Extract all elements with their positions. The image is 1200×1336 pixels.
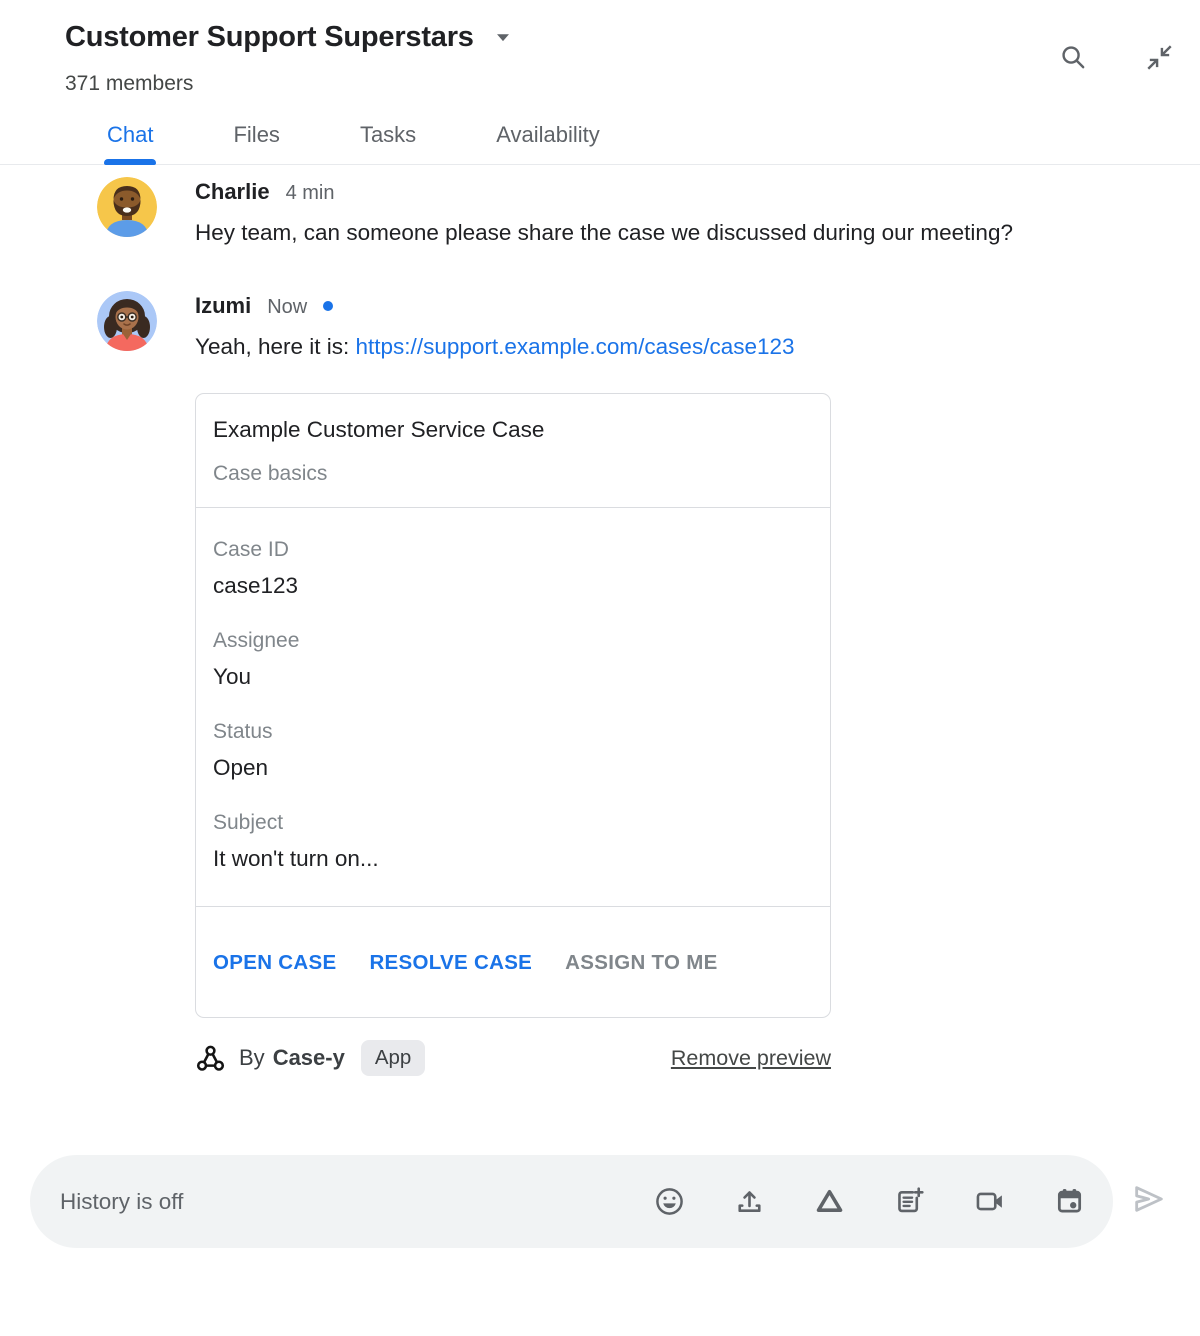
avatar-charlie[interactable] bbox=[97, 177, 157, 237]
message-time: Now bbox=[267, 296, 308, 318]
message-composer[interactable] bbox=[30, 1155, 1113, 1248]
app-badge: App bbox=[361, 1040, 425, 1076]
resolve-case-button[interactable]: RESOLVE CASE bbox=[369, 951, 533, 974]
message-stream bbox=[0, 165, 1200, 1076]
emoji-icon[interactable] bbox=[647, 1180, 691, 1224]
field-label: Assignee bbox=[213, 629, 300, 652]
drive-icon[interactable] bbox=[807, 1180, 851, 1224]
case-card-title: Example Customer Service Case bbox=[213, 417, 545, 442]
field-subject bbox=[213, 811, 813, 872]
message-izumi bbox=[97, 291, 1140, 1076]
upload-icon[interactable] bbox=[727, 1180, 771, 1224]
field-label: Case ID bbox=[213, 538, 289, 561]
case-card bbox=[195, 393, 831, 1018]
space-menu-caret-icon[interactable] bbox=[490, 24, 516, 50]
field-label: Subject bbox=[213, 811, 284, 834]
field-case-id bbox=[213, 538, 813, 599]
calendar-icon[interactable] bbox=[1047, 1180, 1091, 1224]
meeting-notes-icon[interactable] bbox=[887, 1180, 931, 1224]
tab-tasks[interactable]: Tasks bbox=[359, 122, 417, 147]
field-status bbox=[213, 720, 813, 781]
space-header bbox=[0, 0, 1200, 96]
message-time: 4 min bbox=[285, 182, 335, 204]
space-title: Customer Support Superstars bbox=[65, 20, 474, 53]
case-card-subtitle: Case basics bbox=[213, 462, 328, 485]
tab-availability[interactable]: Availability bbox=[496, 122, 600, 147]
open-case-button[interactable]: OPEN CASE bbox=[213, 951, 337, 974]
app-name: Case-y bbox=[272, 1045, 345, 1070]
field-value: It won't turn on... bbox=[213, 846, 379, 871]
message-text: Hey team, can someone please share the case we discussed during our meeting? bbox=[195, 220, 1013, 245]
composer-input[interactable]: History is off bbox=[60, 1188, 184, 1214]
assign-to-me-button[interactable]: ASSIGN TO ME bbox=[565, 951, 718, 974]
card-attribution bbox=[195, 1040, 831, 1076]
send-icon[interactable] bbox=[1126, 1176, 1172, 1222]
field-assignee bbox=[213, 629, 813, 690]
webhook-icon bbox=[195, 1043, 226, 1074]
message-author[interactable]: Charlie bbox=[195, 179, 270, 204]
message-charlie bbox=[97, 177, 1140, 253]
field-value: case123 bbox=[213, 573, 299, 598]
tab-files[interactable]: Files bbox=[233, 122, 280, 147]
message-author[interactable]: Izumi bbox=[195, 293, 252, 318]
space-tabs bbox=[0, 96, 1200, 165]
close-fullscreen-icon[interactable] bbox=[1140, 38, 1178, 76]
search-icon[interactable] bbox=[1054, 38, 1092, 76]
presence-dot-icon bbox=[323, 301, 333, 311]
message-text bbox=[195, 327, 1090, 367]
remove-preview-link[interactable]: Remove preview bbox=[670, 1045, 831, 1070]
member-count: 371 members bbox=[65, 72, 194, 95]
avatar-izumi[interactable] bbox=[97, 291, 157, 351]
by-label: By bbox=[239, 1045, 265, 1070]
field-label: Status bbox=[213, 720, 273, 743]
field-value: You bbox=[213, 664, 251, 689]
case-link[interactable]: https://support.example.com/cases/case123 bbox=[355, 334, 795, 359]
message-text-prefix: Yeah, here it is: bbox=[195, 334, 356, 359]
video-call-icon[interactable] bbox=[967, 1180, 1011, 1224]
field-value: Open bbox=[213, 755, 269, 780]
tab-chat[interactable]: Chat bbox=[107, 122, 153, 164]
